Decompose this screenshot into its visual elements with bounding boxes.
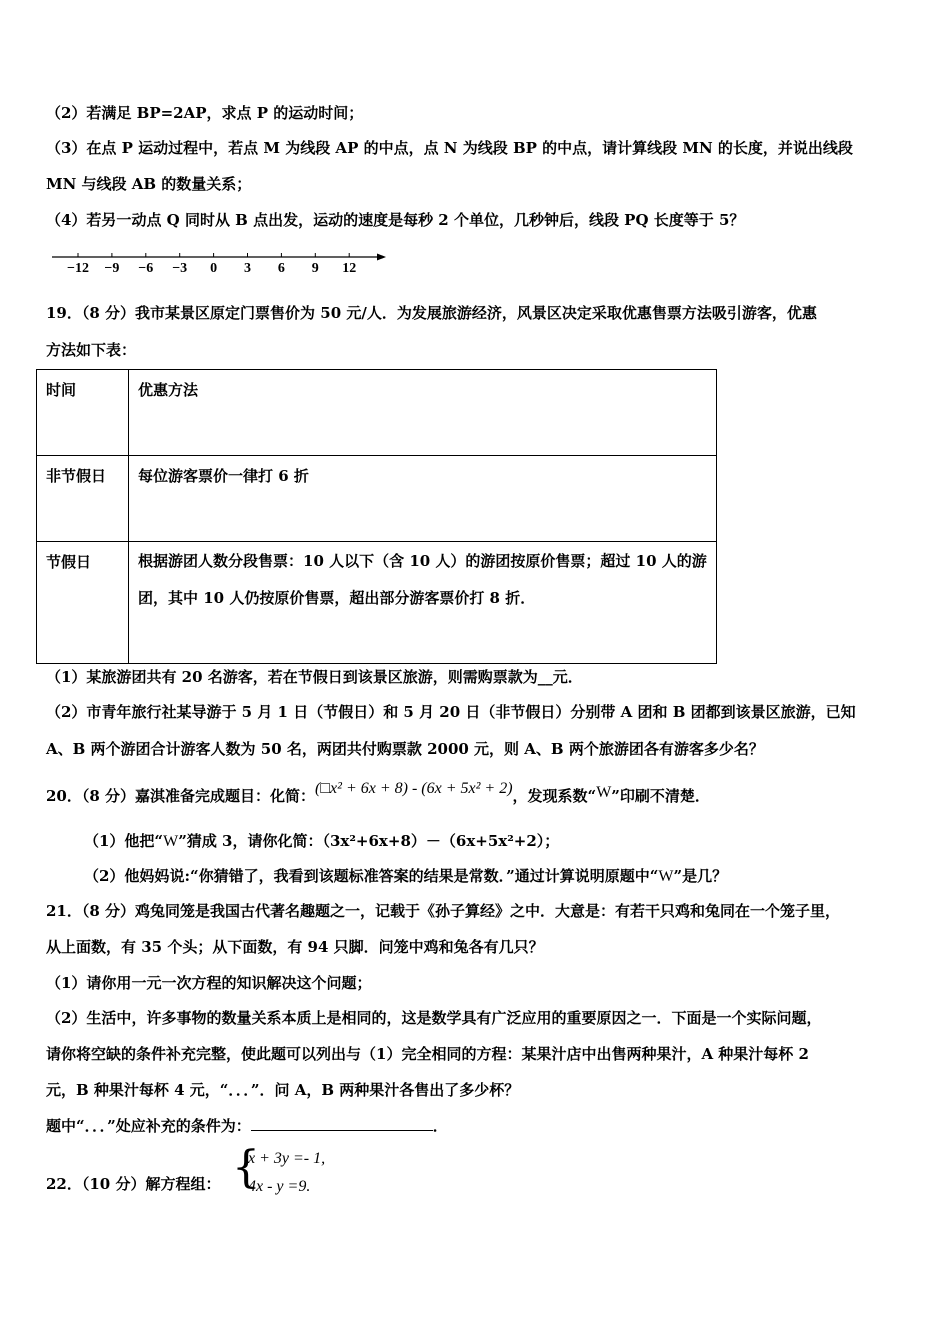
q20-part2-text: （2）他妈妈说:“你猜错了，我看到该题标准答案的结果是常数．”通过计算说明原题中“ xyxy=(84,867,659,885)
q19-intro-line2: 方法如下表： xyxy=(46,341,137,359)
q20-intro-text2: ，发现系数“ xyxy=(512,787,597,805)
q20-part1 xyxy=(84,830,559,851)
q22-equation-1: x + 3y =- 1, xyxy=(248,1150,326,1167)
q19-intro-line1: 19．（8 分）我市某景区原定门票售价为 50 元/人．为发展旅游经济，风景区决定采取优惠售票方法吸引游客，优惠 xyxy=(46,304,817,322)
q19-part1 xyxy=(46,666,583,687)
q20-intro xyxy=(46,780,710,806)
table-cell: 每位游客票价一律打 6 折 xyxy=(129,456,717,542)
q22-equation-2: 4x - y =9. xyxy=(248,1178,311,1195)
number-line-label: −12 xyxy=(67,261,89,276)
q18-part3-line1: （3）在点 P 运动过程中，若点 M 为线段 AP 的中点，点 N 为线段 BP 的中点，请计算线段 MN 的长度，并说出线段 xyxy=(46,139,853,157)
number-line-label: 0 xyxy=(210,261,218,276)
q20-intro-text3: ”印刷不清楚． xyxy=(611,787,710,805)
number-line-label: −9 xyxy=(104,261,120,276)
q18-part3-line2: MN 与线段 AB 的数量关系； xyxy=(46,175,252,193)
answer-blank-line[interactable] xyxy=(251,1116,433,1131)
number-line-label: 3 xyxy=(244,261,251,276)
arrow-right-icon xyxy=(377,254,386,261)
q21-fill-end: ． xyxy=(432,1117,448,1135)
table-row xyxy=(37,370,717,456)
q18-part2: （2）若满足 BP=2AP，求点 P 的运动时间； xyxy=(46,104,364,122)
number-line-label: −3 xyxy=(172,261,188,276)
q21-part1: （1）请你用一元一次方程的知识解决这个问题； xyxy=(46,974,372,992)
q21-intro-line1: 21．（8 分）鸡兔同笼是我国古代著名趣题之一，记载于《孙子算经》之中．大意是：有若干只鸡和兔同在一个笼子里， xyxy=(46,902,841,920)
number-line-label: 6 xyxy=(277,261,285,276)
table-cell: 节假日 xyxy=(37,542,129,664)
q21-part2-line4 xyxy=(46,1115,448,1136)
q19-part1-unit: 元． xyxy=(552,668,583,686)
discount-table xyxy=(36,369,717,664)
coefficient-w: W xyxy=(596,784,612,801)
q18-part4: （4）若另一动点 Q 同时从 B 点出发，运动的速度是每秒 2 个单位，几秒钟后，线段 PQ 长度等于 5？ xyxy=(46,211,745,229)
q19-part2-line1: （2）市青年旅行社某导游于 5 月 1 日（节假日）和 5 月 20 日（非节假日）分别带 A 团和 B 团都到该景区旅游，已知 xyxy=(46,703,856,721)
q20-part1-text: （1）他把“ xyxy=(84,832,164,850)
q21-part2-line1: （2）生活中，许多事物的数量关系本质上是相同的，这是数学具有广泛应用的重要原因之一．下面是一个实际问题， xyxy=(46,1009,822,1027)
table-header-time: 时间 xyxy=(37,370,129,456)
table-cell: 非节假日 xyxy=(37,456,129,542)
coefficient-w: W xyxy=(658,868,674,885)
q20-intro-text: 20．（8 分）嘉淇准备完成题目：化简： xyxy=(46,787,316,805)
q21-part2-line2: 请你将空缺的条件补充完整，使此题可以列出与（1）完全相同的方程：某果汁店中出售两种果汁，A 种果汁每杯 2 xyxy=(46,1045,809,1063)
q21-fill-prompt: 题中“．．．”处应补充的条件为： xyxy=(46,1117,251,1135)
q20-part1-text2: ”猜成 3，请你化简：（3x²+6x+8）－（6x+5x²+2）； xyxy=(178,832,560,850)
table-row xyxy=(37,456,717,542)
number-line-label: 12 xyxy=(342,261,357,276)
table-row xyxy=(37,542,717,664)
number-line xyxy=(40,244,400,278)
q20-expression: (□x² + 6x + 8) - (6x + 5x² + 2) xyxy=(315,780,513,797)
brace-icon: { xyxy=(232,1142,260,1193)
answer-blank: __ xyxy=(537,668,553,686)
number-line-label: −6 xyxy=(138,261,154,276)
table-header-method: 优惠方法 xyxy=(129,370,717,456)
q20-part2-text2: ”是几？ xyxy=(673,867,728,885)
q19-part2-line2: A、B 两个游团合计游客人数为 50 名，两团共付购票款 2000 元，则 A、B 两个旅游团各有游客多少名？ xyxy=(46,740,764,758)
number-line-label: 9 xyxy=(311,261,319,276)
q21-intro-line2: 从上面数，有 35 个头；从下面数，有 94 只脚．问笼中鸡和兔各有几只？ xyxy=(46,938,544,956)
q21-part2-line3: 元，B 种果汁每杯 4 元，“．．．”．问 A，B 两种果汁各售出了多少杯？ xyxy=(46,1081,520,1099)
q20-part2 xyxy=(84,865,727,886)
q22-intro: 22．（10 分）解方程组： xyxy=(46,1175,221,1193)
q19-part1-text: （1）某旅游团共有 20 名游客，若在节假日到该景区旅游，则需购票款为 xyxy=(46,668,538,686)
table-cell: 根据游团人数分段售票：10 人以下（含 10 人）的游团按原价售票；超过 10 人的游团，其中 10 人仍按原价售票，超出部分游客票价打 8 折． xyxy=(129,542,717,664)
coefficient-w: W xyxy=(163,833,179,850)
